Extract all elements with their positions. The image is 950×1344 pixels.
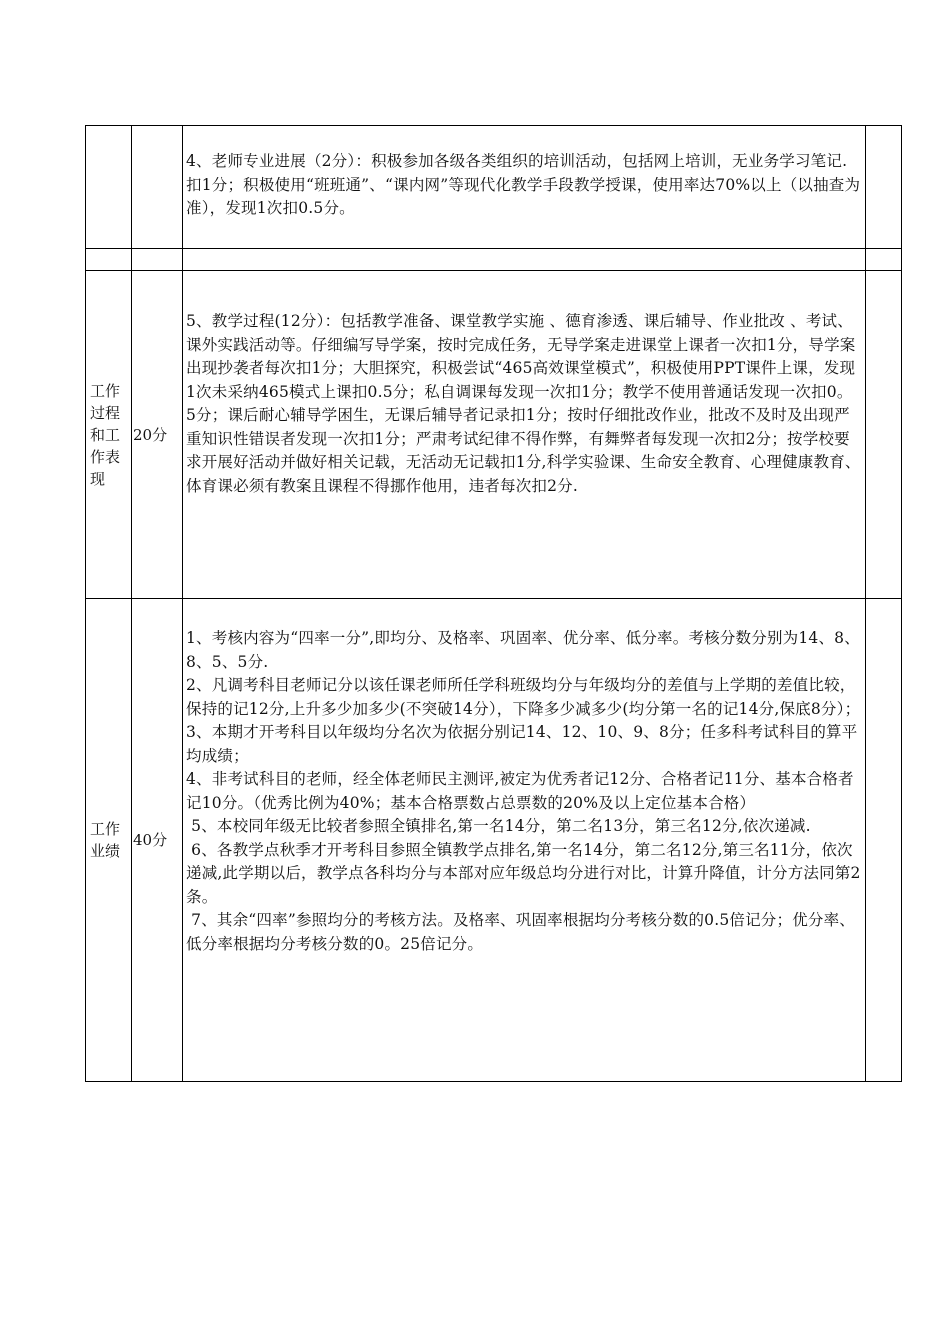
score-cell xyxy=(132,126,182,248)
criteria-text: 4、老师专业进展（2分）：积极参加各级各类组织的培训活动，包括网上培训，无业务学习笔记.扣1分；积极使用“班班通”、“课内网”等现代化教学手段教学授课，使用率达70%以上（以抽查为准），发现1次扣0.5分。 xyxy=(186,152,861,217)
category-cell xyxy=(86,271,130,598)
category-cell xyxy=(86,599,130,1081)
criteria-item: 7、其余“四率”参照均分的考核方法。及格率、巩固率根据均分考核分数的0.5倍记分；优分率、低分率根据均分考核分数的0。25倍记分。 xyxy=(186,911,856,953)
criteria-item: 2、凡调考科目老师记分以该任课老师所任学科班级均分与年级均分的差值与上学期的差值比较，保持的记12分,上升多少加多少(不突破14分），下降多少减多少(均分第一名的记14分,保底8分）； xyxy=(186,676,861,718)
category-label: 工作业绩 xyxy=(90,820,121,860)
score-cell xyxy=(132,271,182,598)
category-label: 工作过程和工作表现 xyxy=(90,381,121,488)
table-border xyxy=(85,270,902,271)
table-border xyxy=(85,598,902,599)
assessment-table xyxy=(85,125,902,1082)
table-border xyxy=(901,125,902,1082)
table-border xyxy=(85,1081,902,1082)
score-label: 40分 xyxy=(133,831,168,849)
criteria-cell xyxy=(183,150,865,221)
score-cell xyxy=(132,599,182,1081)
criteria-item: 6、各教学点秋季才开考科目参照全镇教学点排名,第一名14分，第二名12分,第三名11分，依次递减,此学期以后，教学点各科均分与本部对应年级总均分进行对比，计算升降值，计分方法同第2条。 xyxy=(186,840,861,906)
table-border xyxy=(85,125,902,126)
criteria-cell xyxy=(183,310,865,498)
score-label: 20分 xyxy=(133,425,168,444)
criteria-item: 4、非考试科目的老师，经全体老师民主测评,被定为优秀者记12分、合格者记11分、基本合格者记10分。（优秀比例为40%；基本合格票数占总票数的20%及以上定位基本合格） xyxy=(186,770,854,812)
empty-row xyxy=(86,249,901,270)
category-cell xyxy=(86,126,130,248)
criteria-text: 5、教学过程(12分）：包括教学准备、课堂教学实施 、德育渗透、课后辅导、作业批改 、考试、课外实践活动等。仔细编写导学案，按时完成任务，无导学案走进课堂上课者一次扣1分，导学案出现抄袭者每次扣1分；大胆探究，积极尝试“465高效课堂模式”，积极使用PPT课件上课，发现1次未采纳465模式上课扣0.5分；私自调课每发现一次扣1分；教学不使用普通话发现一次扣0。5分；课后耐心辅导学困生，无课后辅导者记录扣1分；按时仔细批改作业，批改不及时及出现严重知识性错误者发现一次扣1分；严肃考试纪律不得作弊，有舞弊者每发现一次扣2分；按学校要求开展好活动并做好相关记载，无活动无记载扣1分,科学实验课、生命安全教育、心理健康教育、体育课必须有教案且课程不得挪作他用，违者每次扣2分. xyxy=(186,312,861,495)
criteria-item: 1、考核内容为“四率一分”,即均分、及格率、巩固率、优分率、低分率。考核分数分别为14、8、8、5、5分. xyxy=(186,629,860,671)
criteria-item: 5、本校同年级无比较者参照全镇排名,第一名14分，第二名13分，第三名12分,依次递减. xyxy=(186,817,811,835)
criteria-cell xyxy=(183,627,865,956)
criteria-item: 3、本期才开考科目以年级均分名次为依据分别记14、12、10、9、8分；任多科考试科目的算平均成绩； xyxy=(186,723,858,765)
